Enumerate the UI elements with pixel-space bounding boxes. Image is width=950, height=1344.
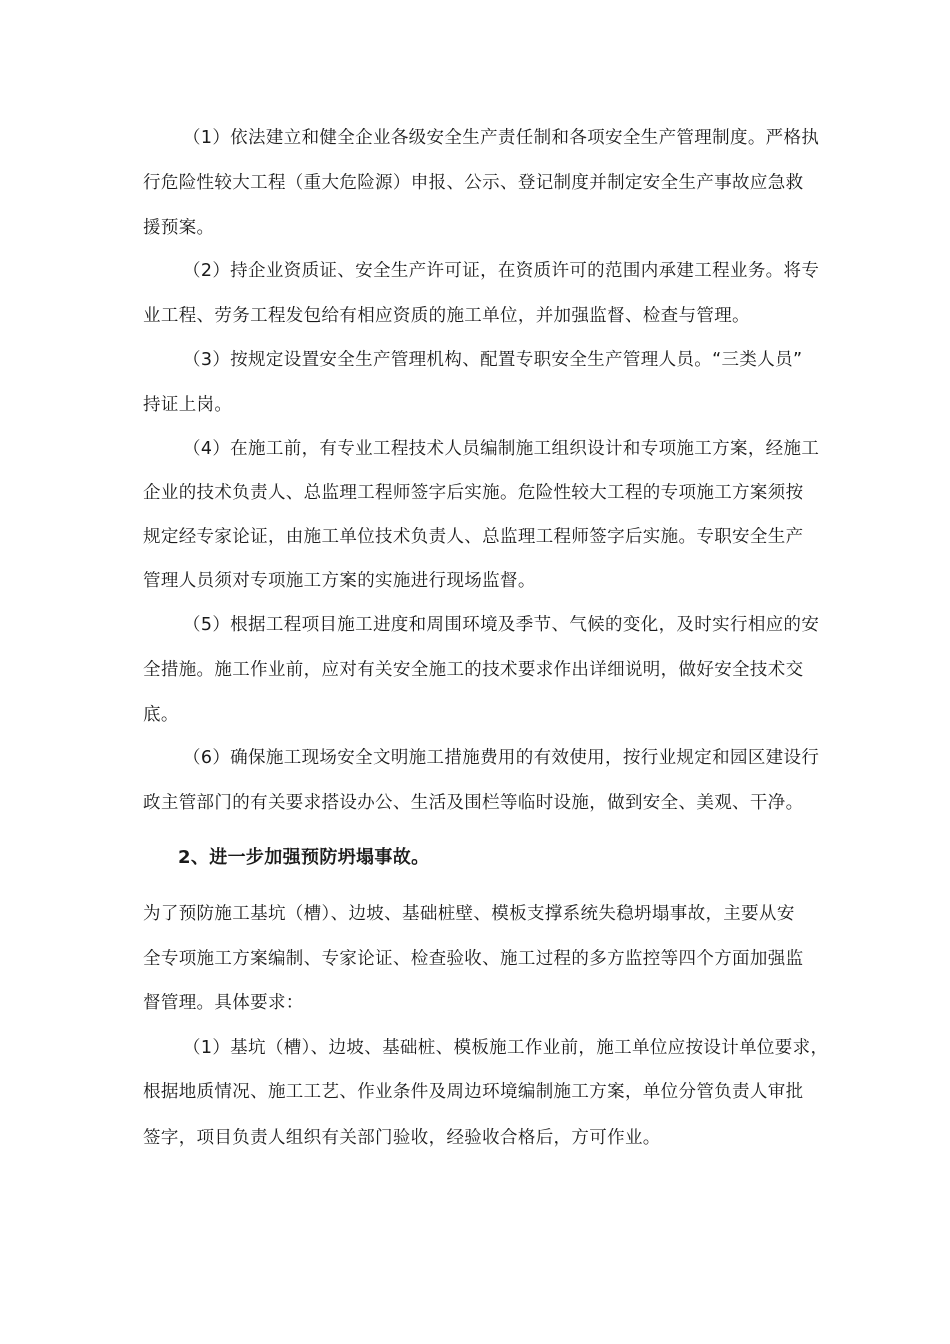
- paragraph-line: 企业的技术负责人、总监理工程师签字后实施。危险性较大工程的专项施工方案须按: [143, 483, 804, 503]
- paragraph-line: （3）按规定设置安全生产管理机构、配置专职安全生产管理人员。“三类人员”: [183, 350, 803, 370]
- paragraph-line: 政主管部门的有关要求搭设办公、生活及围栏等临时设施，做到安全、美观、干净。: [143, 793, 804, 813]
- paragraph-line: 根据地质情况、施工工艺、作业条件及周边环境编制施工方案，单位分管负责人审批: [143, 1082, 804, 1102]
- paragraph-line: 为了预防施工基坑（槽）、边坡、基础桩壁、模板支撑系统失稳坍塌事故，主要从安: [143, 904, 795, 924]
- paragraph-line: （2）持企业资质证、安全生产许可证，在资质许可的范围内承建工程业务。将专: [183, 261, 820, 281]
- paragraph-line: 持证上岗。: [143, 395, 233, 415]
- paragraph-line: （4）在施工前，有专业工程技术人员编制施工组织设计和专项施工方案，经施工: [183, 439, 820, 459]
- paragraph-line: （6）确保施工现场安全文明施工措施费用的有效使用，按行业规定和园区建设行: [183, 748, 820, 768]
- paragraph-line: 底。: [143, 705, 179, 725]
- paragraph-line: 规定经专家论证，由施工单位技术负责人、总监理工程师签字后实施。专职安全生产: [143, 527, 804, 547]
- paragraph-line: 管理人员须对专项施工方案的实施进行现场监督。: [143, 571, 536, 591]
- paragraph-line: 全专项施工方案编制、专家论证、检查验收、施工过程的多方监控等四个方面加强监: [143, 949, 804, 969]
- paragraph-line: （1）基坑（槽）、边坡、基础桩、模板施工作业前，施工单位应按设计单位要求，: [183, 1038, 829, 1058]
- paragraph-line: 业工程、劳务工程发包给有相应资质的施工单位，并加强监督、检查与管理。: [143, 306, 750, 326]
- paragraph-line: 督管理。具体要求：: [143, 993, 304, 1013]
- paragraph-line: 全措施。施工作业前，应对有关安全施工的技术要求作出详细说明，做好安全技术交: [143, 660, 804, 680]
- section-heading: 2、进一步加强预防坍塌事故。: [178, 847, 430, 868]
- paragraph-line: 援预案。: [143, 218, 215, 238]
- paragraph-line: 签字，项目负责人组织有关部门验收，经验收合格后，方可作业。: [143, 1128, 661, 1148]
- paragraph-line: （1）依法建立和健全企业各级安全生产责任制和各项安全生产管理制度。严格执: [183, 128, 820, 148]
- paragraph-line: 行危险性较大工程（重大危险源）申报、公示、登记制度并制定安全生产事故应急救: [143, 173, 804, 193]
- paragraph-line: （5）根据工程项目施工进度和周围环境及季节、气候的变化，及时实行相应的安: [183, 615, 820, 635]
